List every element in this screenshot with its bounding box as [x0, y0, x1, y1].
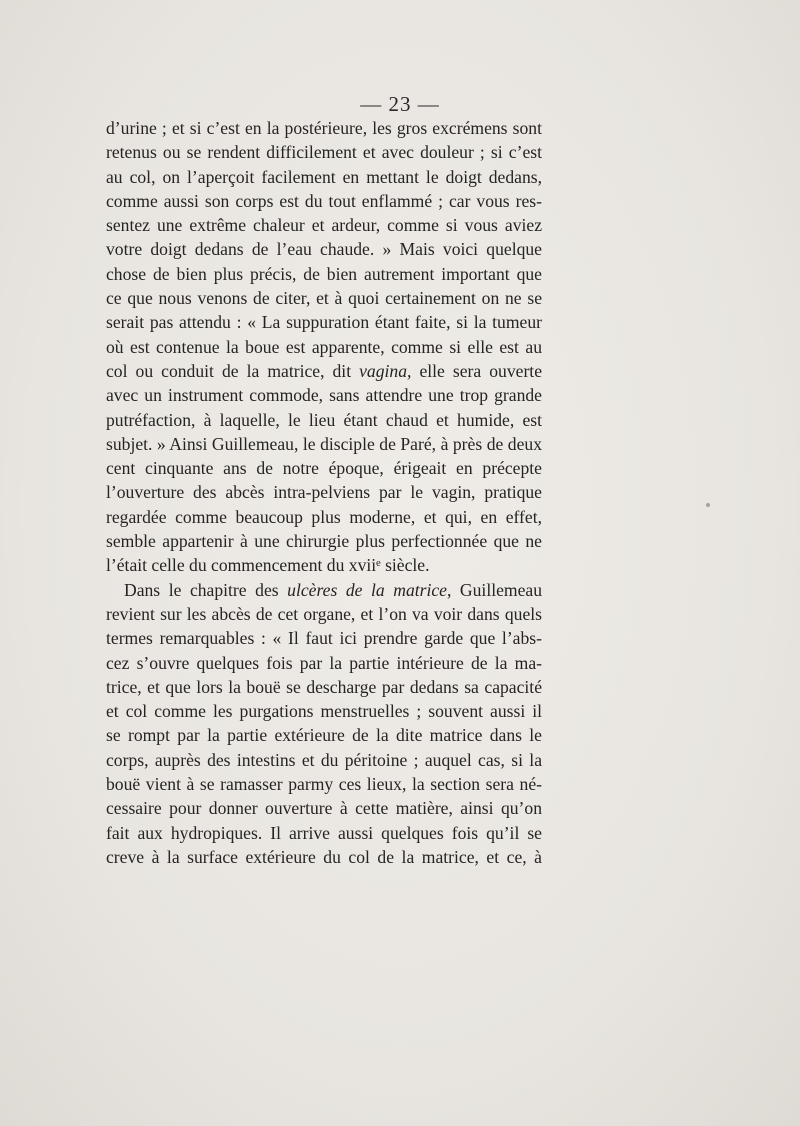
text-line	[106, 796, 542, 820]
text-line	[106, 602, 542, 626]
text-segment: l’ouverture des abcès intra-pelviens par le vagin, pratique	[106, 482, 542, 503]
text-segment: et col comme les purgations menstruelles ; souvent aussi il	[106, 701, 542, 722]
text-line	[106, 699, 542, 723]
text-segment: l’était celle du commencement du xviiᵉ siècle.	[106, 555, 430, 576]
text-line	[106, 116, 542, 140]
text-segment: termes remarquables : « Il faut ici prendre garde que l’abs-	[106, 628, 542, 649]
text-segment: creve à la surface extérieure du col de la matrice, et ce, à	[106, 846, 542, 867]
italic-text: ulcères de la matrice	[287, 579, 447, 600]
text-segment: ce que nous venons de citer, et à quoi certainement on ne se	[106, 288, 542, 309]
page-number: — 23 —	[360, 92, 440, 116]
text-segment: se rompt par la partie extérieure de la dite matrice dans le	[106, 725, 542, 746]
text-line	[106, 723, 542, 747]
text-segment: bouë vient à se ramasser parmy ces lieux, la section sera né-	[106, 774, 542, 795]
text-segment: d’urine ; et si c’est en la postérieure, les gros excrémens sont	[106, 118, 542, 138]
text-line	[106, 432, 542, 456]
text-segment: cent cinquante ans de notre époque, érigeait en précepte	[106, 458, 542, 479]
text-line	[106, 456, 542, 480]
text-line	[106, 408, 542, 432]
text-line	[106, 383, 542, 407]
text-line	[106, 237, 542, 261]
text-line	[106, 651, 542, 675]
text-line	[106, 675, 542, 699]
text-segment: semble appartenir à une chirurgie plus perfectionnée que ne	[106, 531, 542, 552]
text-line	[106, 772, 542, 796]
italic-text: vagina,	[359, 360, 412, 381]
text-segment: retenus ou se rendent difficilement et avec douleur ; si c’est	[106, 142, 542, 163]
text-line	[106, 165, 542, 189]
text-segment: corps, auprès des intestins et du péritoine ; auquel cas, si la	[106, 749, 542, 770]
text-segment: trice, et que lors la bouë se descharge par dedans sa capacité	[106, 676, 542, 697]
text-segment: , Guillemeau	[446, 579, 543, 600]
text-line	[106, 578, 542, 602]
text-segment: comme aussi son corps est du tout enflammé ; car vous res-	[106, 190, 542, 211]
text-segment: avec un instrument commode, sans attendre une trop grande	[106, 385, 542, 406]
ink-speck	[706, 503, 710, 507]
text-segment: au col, on l’aperçoit facilement en mettant le doigt dedans,	[106, 166, 542, 187]
text-line	[106, 845, 542, 869]
text-line	[106, 626, 542, 650]
text-line	[106, 748, 542, 772]
text-line	[106, 359, 542, 383]
text-segment: fait aux hydropiques. Il arrive aussi quelques fois qu’il se	[106, 822, 542, 843]
body-text	[106, 116, 542, 869]
text-line	[106, 140, 542, 164]
text-line	[106, 189, 542, 213]
text-segment: regardée comme beaucoup plus moderne, et qui, en effet,	[106, 506, 542, 527]
text-line	[106, 821, 542, 845]
text-segment: cez s’ouvre quelques fois par la partie intérieure de la ma-	[106, 652, 542, 673]
text-segment: où est contenue la boue est apparente, comme si elle est au	[106, 336, 542, 357]
text-segment: votre doigt dedans de l’eau chaude. » Mais voici quelque	[106, 239, 542, 260]
text-segment: Dans le chapitre des	[124, 579, 288, 600]
text-line	[106, 310, 542, 334]
text-line	[106, 505, 542, 529]
text-segment: col ou conduit de la matrice, dit	[106, 360, 360, 381]
text-segment: putréfaction, à laquelle, le lieu étant chaud et humide, est	[106, 409, 542, 430]
text-segment: revient sur les abcès de cet organe, et l’on va voir dans quels	[106, 603, 542, 624]
text-line	[106, 213, 542, 237]
text-segment: sentez une extrême chaleur et ardeur, comme si vous aviez	[106, 215, 542, 236]
text-segment: subjet. » Ainsi Guillemeau, le disciple de Paré, à près de deux	[106, 433, 542, 454]
text-line	[106, 480, 542, 504]
text-line	[106, 262, 542, 286]
text-segment: elle sera ouverte	[411, 360, 542, 381]
text-line	[106, 529, 542, 553]
text-line	[106, 335, 542, 359]
text-segment: chose de bien plus précis, de bien autrement important que	[106, 263, 542, 284]
text-line	[106, 553, 542, 577]
text-segment: cessaire pour donner ouverture à cette matière, ainsi qu’on	[106, 798, 542, 819]
text-line	[106, 286, 542, 310]
text-segment: serait pas attendu : « La suppuration étant faite, si la tumeur	[106, 312, 542, 333]
